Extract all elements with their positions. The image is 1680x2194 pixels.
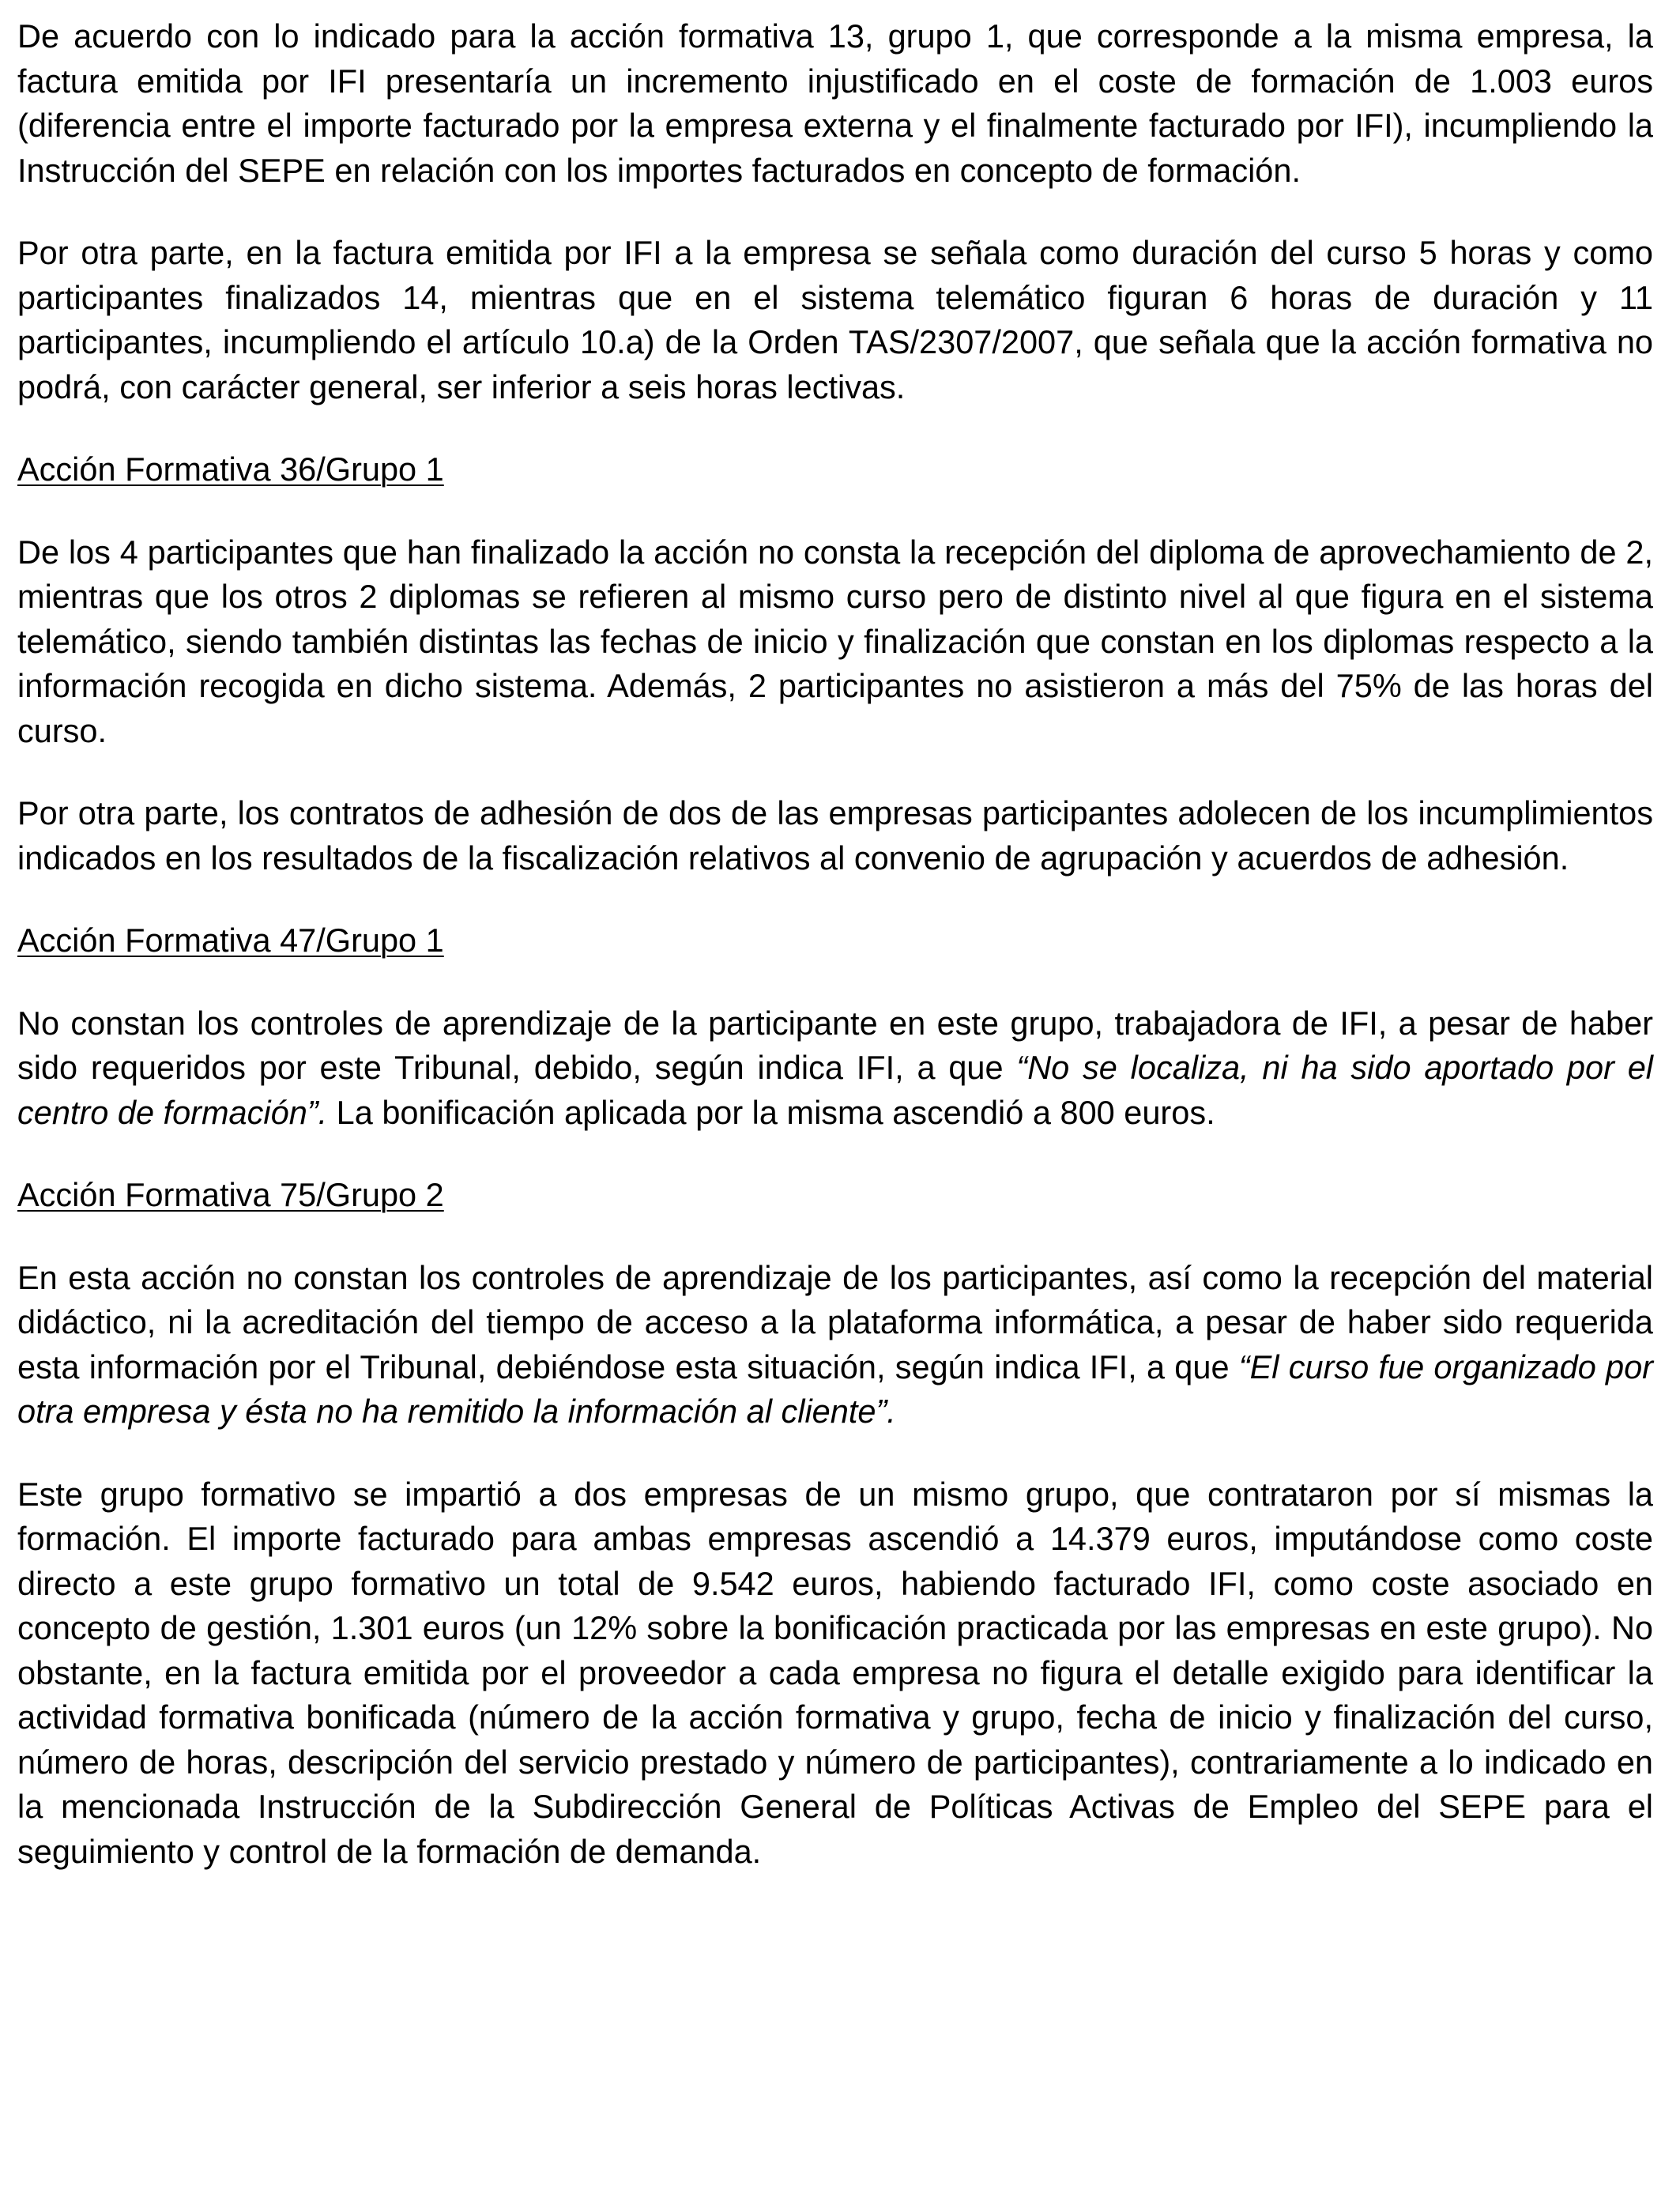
paragraph-af75-controls [17, 1256, 1653, 1434]
paragraph-af47-controls [17, 1001, 1653, 1136]
paragraph-af36-diplomas: De los 4 participantes que han finalizado la acción no consta la recepción del diploma de aprovechamiento de 2, mientras que los otros 2 diplomas se refieren al mismo curso pero de distinto nivel al que figura en el sistema telemático, siendo también distintas las fechas de inicio y finalización que constan en los diplomas respecto a la información recogida en dicho sistema. Además, 2 participantes no asistieron a más del 75% de las horas del curso. [17, 533, 1653, 749]
document-page [17, 14, 1653, 1912]
paragraph-af47-quote: “No se localiza, ni ha sido aportado por el centro de formación”. [17, 1049, 1653, 1131]
paragraph-af75-billing: Este grupo formativo se impartió a dos empresas de un mismo grupo, que contrataron por sí mismas la formación. El importe facturado para ambas empresas ascendió a 14.379 euros, imputándose como coste directo a este grupo formativo un total de 9.542 euros, habiendo facturado IFI, como coste asociado en concepto de gestión, 1.301 euros (un 12% sobre la bonificación practicada por las empresas en este grupo). No obstante, en la factura emitida por el proveedor a cada empresa no figura el detalle exigido para identificar la actividad formativa bonificada (número de la acción formativa y grupo, fecha de inicio y finalización del curso, número de horas, descripción del servicio prestado y número de participantes), contrariamente a lo indicado en la mencionada Instrucción de la Subdirección General de Políticas Activas de Empleo del SEPE para el seguimiento y control de la formación de demanda. [17, 1475, 1653, 1870]
heading-af47: Acción Formativa 47/Grupo 1 [17, 922, 444, 959]
paragraph-af47-text-a: No constan los controles de aprendizaje de la participante en este grupo, trabajadora de IFI, a pesar de haber sido requeridos por este Tribunal, debido, según indica IFI, a que [17, 1004, 1653, 1086]
paragraph-af47-text-b: La bonificación aplicada por la misma ascendió a 800 euros. [327, 1093, 1215, 1131]
heading-af75: Acción Formativa 75/Grupo 2 [17, 1176, 444, 1213]
paragraph-af13-duration: Por otra parte, en la factura emitida por IFI a la empresa se señala como duración del curso 5 horas y como participantes finalizados 14, mientras que en el sistema telemático figuran 6 horas de duración y 11 participantes, incumpliendo el artículo 10.a) de la Orden TAS/2307/2007, que señala que la acción formativa no podrá, con carácter general, ser inferior a seis horas lectivas. [17, 234, 1653, 405]
paragraph-af75-quote: “El curso fue organizado por otra empresa y ésta no ha remitido la información al cliente”. [17, 1348, 1653, 1430]
paragraph-af75-text-a: En esta acción no constan los controles de aprendizaje de los participantes, así como la recepción del material didáctico, ni la acreditación del tiempo de acceso a la plataforma informática, a pesar de haber sido requerida esta información por el Tribunal, debiéndose esta situación, según indica IFI, a que [17, 1258, 1653, 1385]
paragraph-af13-cost: De acuerdo con lo indicado para la acción formativa 13, grupo 1, que corresponde a la misma empresa, la factura emitida por IFI presentaría un incremento injustificado en el coste de formación de 1.003 euros (diferencia entre el importe facturado por la empresa externa y el finalmente facturado por IFI), incumpliendo la Instrucción del SEPE en relación con los importes facturados en concepto de formación. [17, 17, 1653, 189]
paragraph-af36-contracts: Por otra parte, los contratos de adhesión de dos de las empresas participantes adolecen de los incumplimientos indicados en los resultados de la fiscalización relativos al convenio de agrupación y acuerdos de adhesión. [17, 794, 1653, 876]
heading-af36: Acción Formativa 36/Grupo 1 [17, 450, 444, 488]
